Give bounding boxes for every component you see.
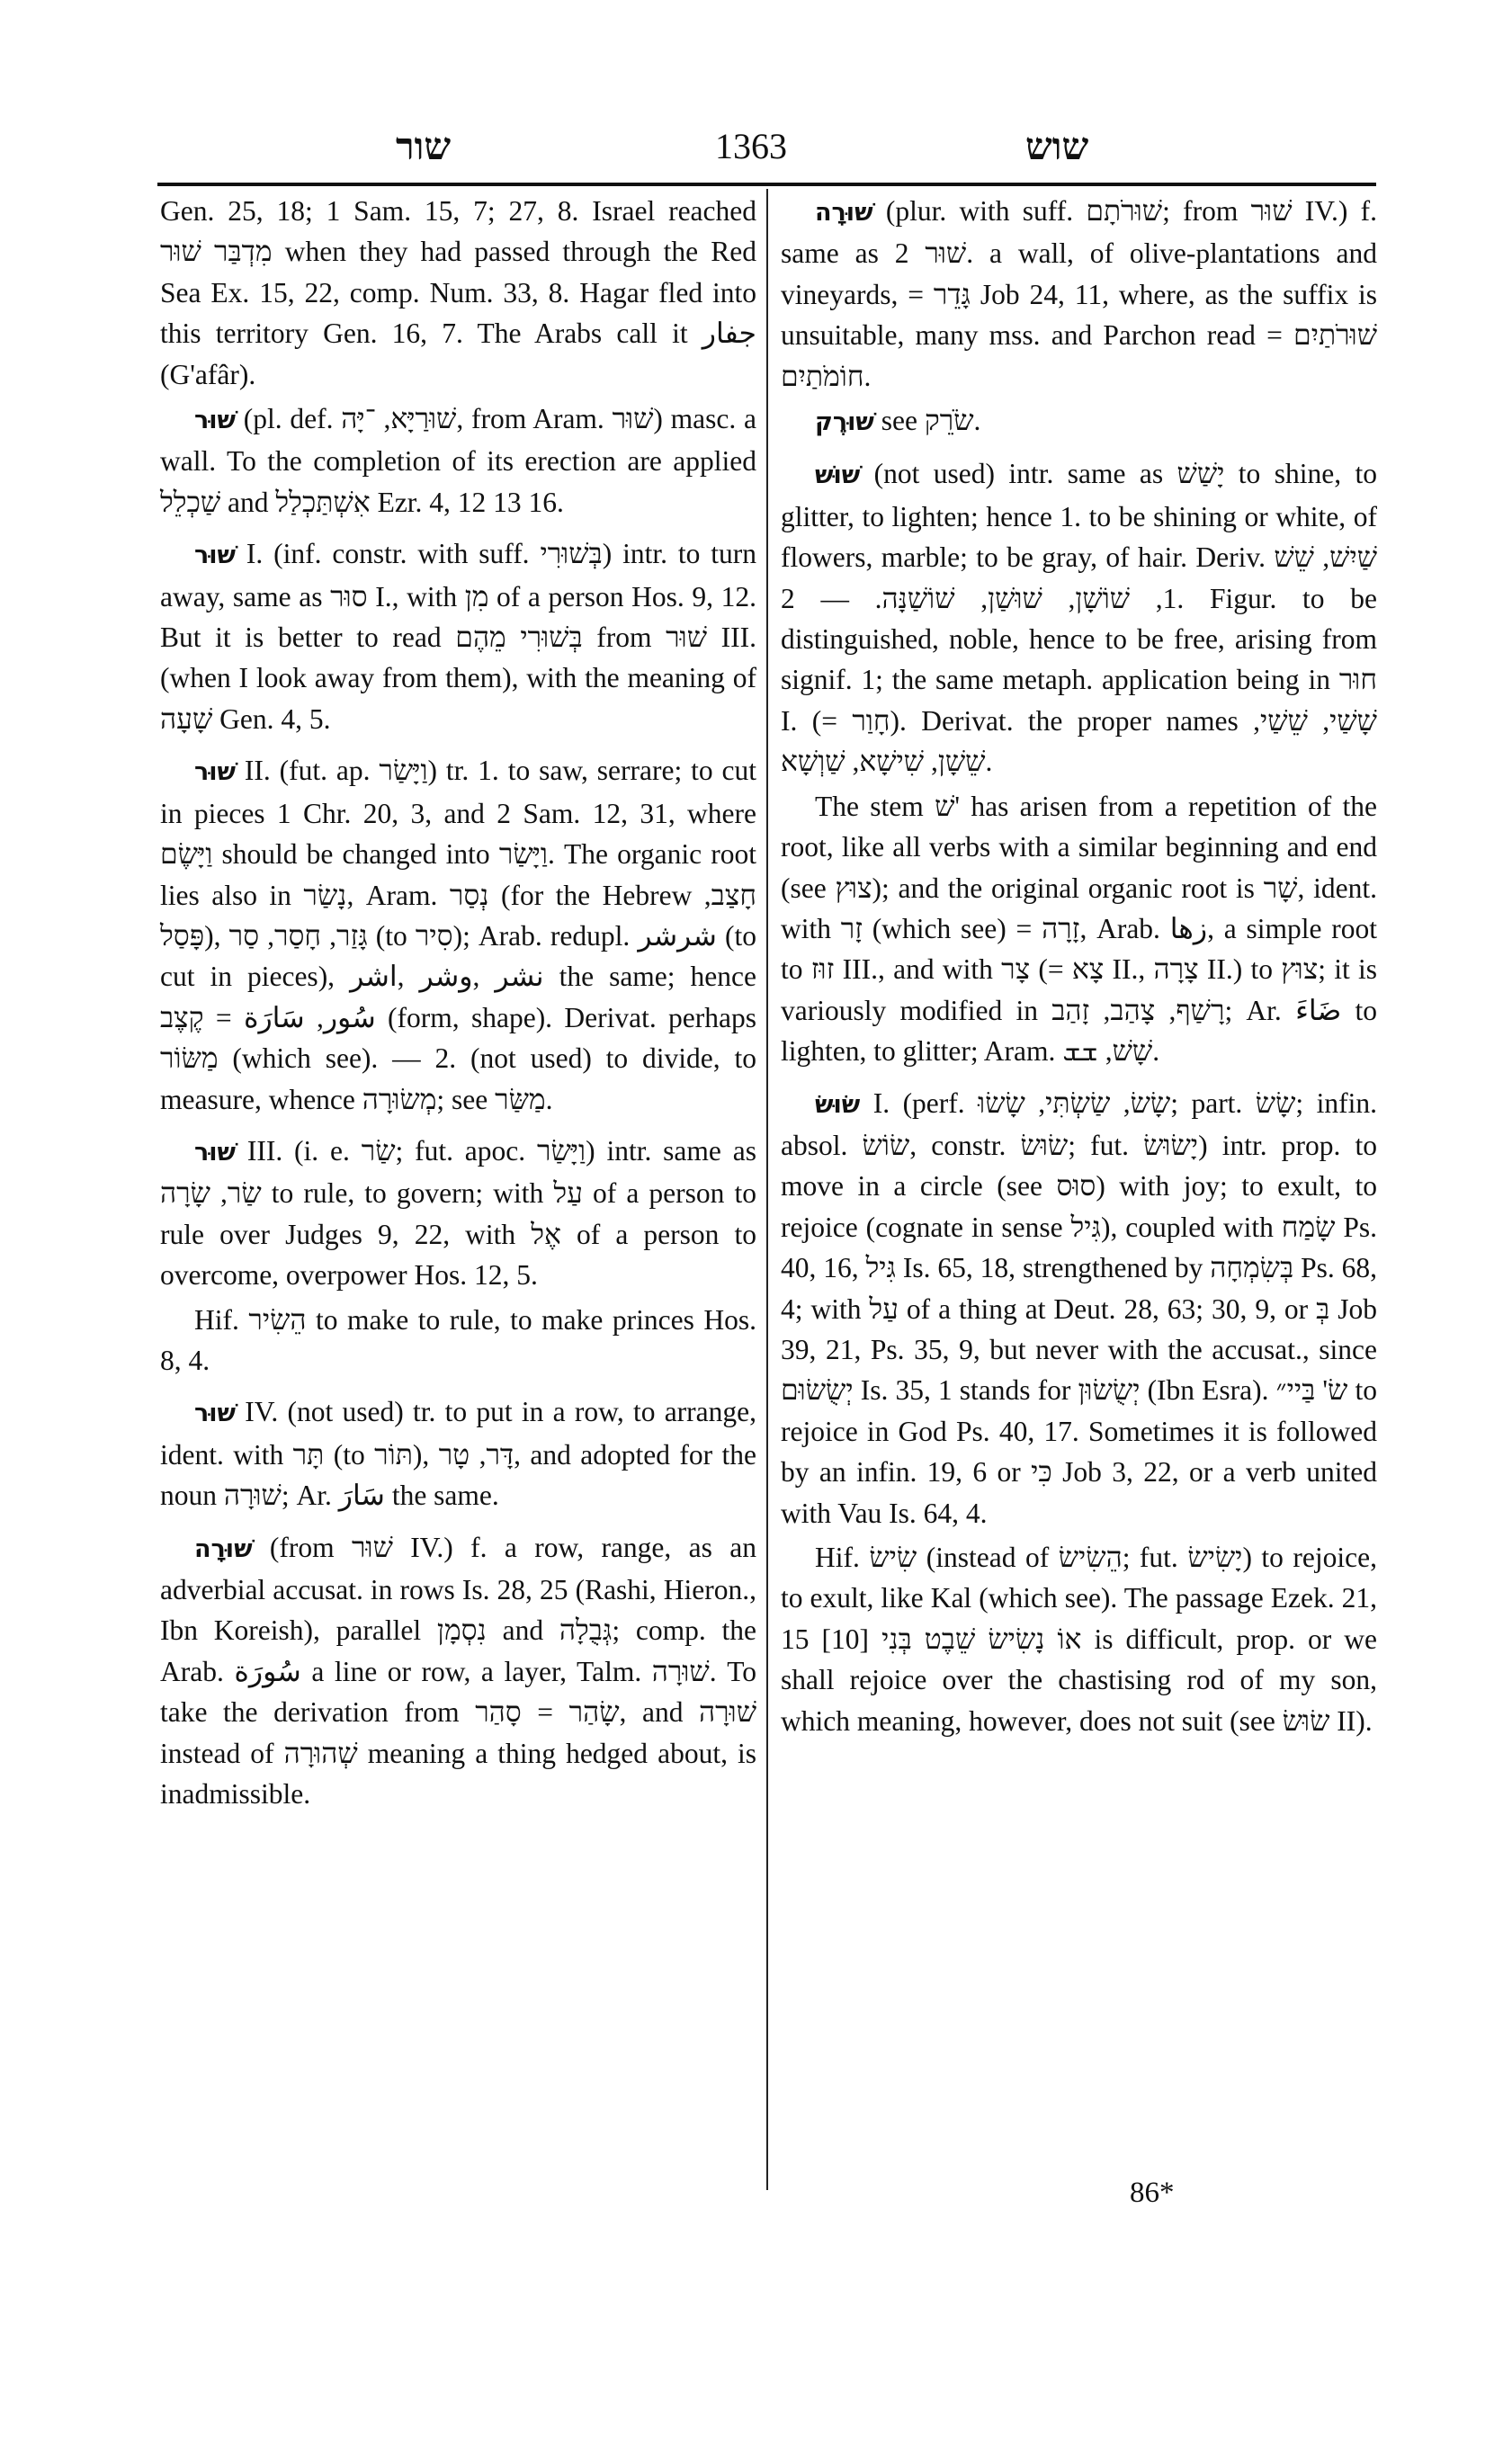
entry-shur-1 bbox=[160, 533, 756, 739]
entry-text: (plur. with suff. שׁוּרֹתָם; from שׁוּר IV.) f. same as שׁוּר 2. a wall, of olive-plantations and vineyards, = גָּדֵר Job 24, 11, where, as the suffix is unsuitable, many mss. and Parchon read שׁוּרֹתַיִם = חוֹמֹתַיִם. bbox=[781, 195, 1378, 392]
left-column bbox=[160, 191, 756, 1818]
headword: שׁוּרָה bbox=[194, 1534, 253, 1563]
entry-text: III. (i. e. שַׂר; fut. apoc. וַיָּשַׂר) intr. same as שַׂר, שָׂרָה to rule, to govern; with עַל of a person to rule over Judges 9, 22, with אֶל of a person to overcome, overpower Hos. 12, 5. bbox=[160, 1134, 757, 1292]
entry-stem-note: The stem שׁ' has arisen from a repetition of the root, like all verbs with a similar beginning and end (see צוּץ); and the original organic root is שָׁר, ident. with זָר (which see) = זָרָה, Arab. زها, a simple root to זוּז III., and with צָר (= צָא II., צָרָה II.) to צוּץ; it is variously modified in רָשַׁף, צָהַב, זָהַב; Ar. ضَاءَ to lighten, to glitter; Aram. שָׁשׁ, ܫܫ. bbox=[781, 790, 1378, 1068]
headword: שׁוּר bbox=[194, 1399, 236, 1428]
entry-sus-1 bbox=[781, 1083, 1377, 1533]
entry-text: see שֹׂרֵק. bbox=[881, 405, 981, 437]
headword: שׁוּרֶק bbox=[815, 408, 874, 437]
entry-text: (pl. def. שׁוּרַיָּא, ־יָּה, from Aram. שׁוּר) masc. a wall. To the completion of its erection are applied שַׁכְלֵל and אִשְׁתַּכְלַל Ezr. 4, 12 13 16. bbox=[160, 403, 757, 518]
headword: שׁוּר bbox=[194, 407, 236, 435]
headword: שׂוּשׂ bbox=[815, 1090, 861, 1119]
column-divider bbox=[766, 189, 768, 2190]
entry-text: II. (fut. ap. וַיָּשַׂר) tr. 1. to saw, serrare; to cut in pieces 1 Chr. 20, 3, and 2 Sam. 12, 31, where וַיָּשֶׂם should be changed into וַיָּשַׂר. The organic root lies also in נָשַׂר, Aram. נְסַר (for the Hebrew חָצַב, פָּסַל), גָּזַר, חָסַר, סַר (to סִיר); Arab. redupl. شرشر (to cut in pieces), نشر ,وشر ,اشر the same; hence سُور, سَارَة = קֶצֶב (form, shape). Derivat. perhaps מַשּׂוֹר (which see). — 2. (not used) to divide, to measure, whence מְשׂוּרָה; see מַשַּׂר. bbox=[160, 755, 757, 1115]
entry-hif: Hif. הֵשִׂיר to make to rule, to make princes Hos. 8, 4. bbox=[160, 1303, 756, 1376]
entry-text: I. (inf. constr. with suff. בְּשׁוּרִי) intr. to turn away, same as סוּר I., with מִן of a person Hos. 9, 12. But it is better to read בְּשׁוּרִי מֵהֶם from שׁוּר III. (when I look away from them), with the meaning of שָׁעָה Gen. 4, 5. bbox=[160, 538, 756, 735]
entry-shur-2 bbox=[160, 750, 756, 1120]
headword: שׁוּר bbox=[194, 1138, 236, 1167]
running-head-left: שור bbox=[396, 124, 452, 168]
entry-shur-4 bbox=[160, 1391, 756, 1516]
headword: שׁוּר bbox=[194, 541, 236, 570]
entry-shur-aram bbox=[160, 398, 756, 523]
page-number: 1363 bbox=[715, 126, 787, 166]
entry-shurah bbox=[160, 1527, 756, 1815]
entry-text: I. (perf. שָׂשׂ, שַׂשְׂתִּי, שָׂשׂוּ; part. שָׂשׂ; infin. absol. שׂוֹשׂ, constr. שׂוּשׂ; fut. יָשׂוּשׂ) intr. prop. to move in a circle (see סוּס) with joy; to exult, to rejoice (cognate in sense גִּיל), coupled with שָׂמַח Ps. 40, 16, גִּיל Is. 65, 18, strengthened by בְּשִׂמְחָה Ps. 68, 4; with עַל of a thing at Deut. 28, 63; 30, 9, or בְּ Job 39, 21, Ps. 35, 9, but never with the accusat., since יְשֻׂשׂוּם Is. 35, 1 stands for יְשֻׂשׂוּן (Ibn Esra). שׂ' בַּיי״ to rejoice in God Ps. 40, 17. Sometimes it is followed by an infin. 19, 6 or כִּי Job 3, 22, or a verb united with Vau Is. 64, 4. bbox=[781, 1086, 1378, 1529]
entry-shur-3 bbox=[160, 1131, 756, 1296]
right-column bbox=[781, 191, 1377, 1745]
entry-hif-sis: Hif. שִׂישׂ (instead of הֵשִׂישׂ; fut. יָשִׂישׂ) to rejoice, to exult, like Kal (which see). The passage Ezek. 21, 15 [10] אוֹ נָשִׂישׂ שֵׁבֶט בְּנִי is difficult, prop. or we shall rejoice over the chastising rod of my son, which meaning, however, does not suit (see שׂוּשׂ II). bbox=[781, 1542, 1378, 1737]
printer-signature: 86* bbox=[1130, 2177, 1175, 2209]
headword: שׁוּרָה bbox=[815, 199, 873, 227]
entry-text: IV. (not used) tr. to put in a row, to arrange, ident. with תָּר (to תּוֹר), דָּר, טָר, and adopted for the noun שׁוּרָה; Ar. سَارَ the same. bbox=[160, 1396, 756, 1512]
entry-shurah-wall bbox=[781, 191, 1377, 397]
entry-continuation: Gen. 25, 18; 1 Sam. 15, 7; 27, 8. Israel reached מִדְבַּר שׁוּר when they had passed through the Red Sea Ex. 15, 22, comp. Num. 33, 8. Hagar fled into this territory Gen. 16, 7. The Arabs call it جفار (G'afâr). bbox=[160, 195, 757, 390]
entry-shureq bbox=[781, 400, 1377, 443]
headword: שׁוּר bbox=[194, 758, 236, 787]
entry-shush bbox=[781, 453, 1377, 782]
entry-text: (not used) intr. same as יָשַׁשׁ to shine, to glitter, to lighten; hence 1. to be shining or white, of flowers, marble; to be gray, of hair. Deriv. שַׁיִשׁ, שֵׁשׁ 1, שׁוֹשָׁן, שׁוּשַׁן, שׁוֹשַׁנָּה. — 2. Figur. to be distinguished, noble, hence to be free, arising from signif. 1; the same metaph. application being in חוּר I. (= חָוַר). Derivat. the proper names שָׁשַׁי, שֵׁשַׁי, שֵׁשָׁן, שִׁישָׁא, שַׁוְשָׁא. bbox=[781, 458, 1378, 778]
page-header bbox=[157, 115, 1376, 178]
running-head-right: שוש bbox=[1025, 124, 1089, 168]
headword: שׁוּשׁ bbox=[815, 461, 861, 490]
header-rule bbox=[157, 183, 1376, 186]
entry-text: (from שׁוּר IV.) f. a row, range, as an adverbial accusat. in rows Is. 28, 25 (Rashi, Hieron., Ibn Koreish), parallel נִסְמָן and גְּבֻלָה; comp. the Arab. سُورَة a line or row, a layer, Talm. שׁוּרָה. To take the derivation from שָׂהַר = סָהַר, and שׁוּרָה instead of שְׁהוּרָה meaning a thing hedged about, is inadmissible. bbox=[160, 1531, 757, 1811]
